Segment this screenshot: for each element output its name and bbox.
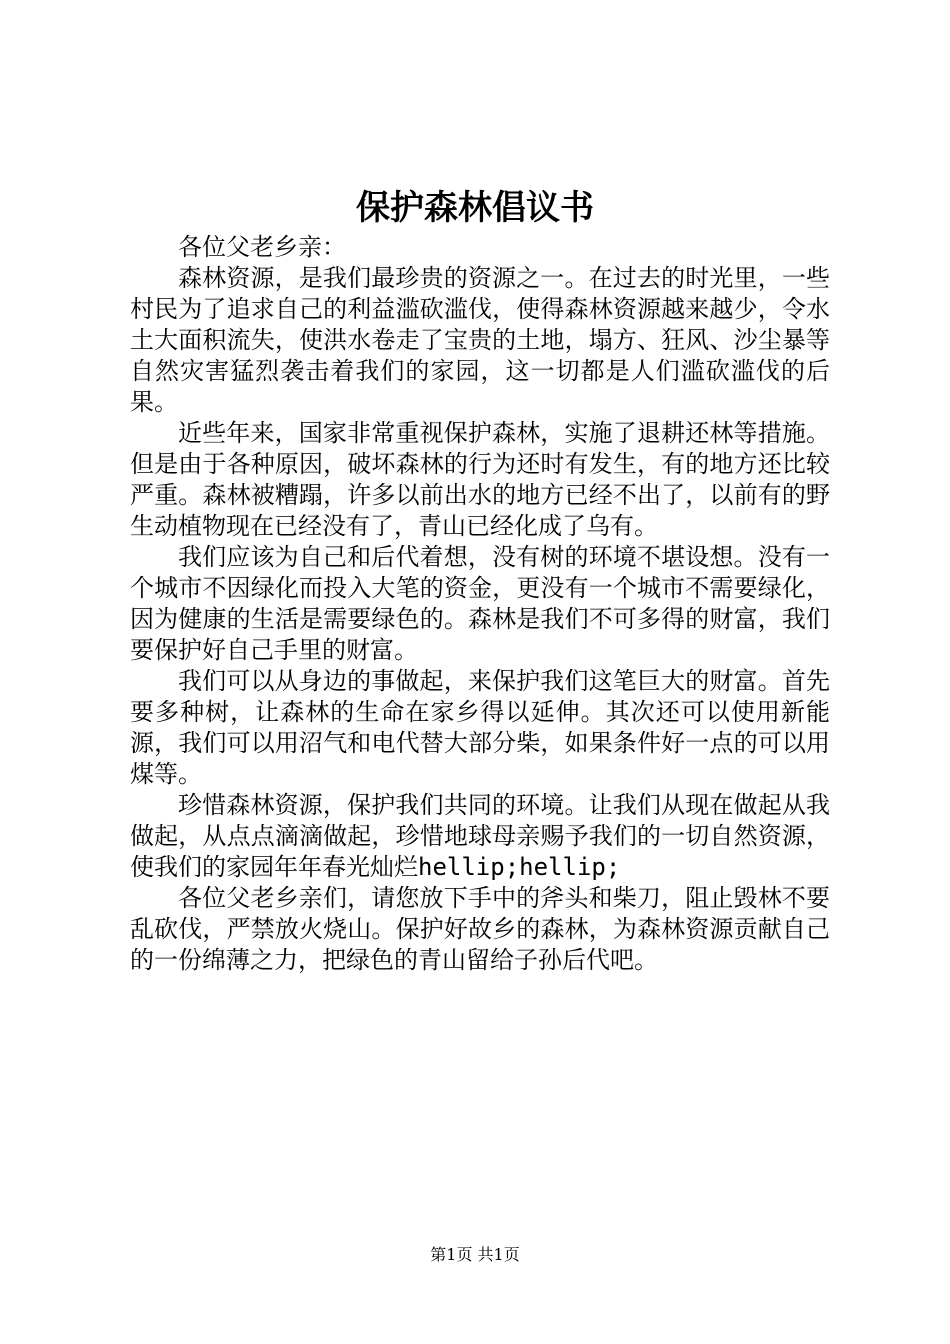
page-footer: 第1页 共1页 xyxy=(430,1245,520,1264)
paragraph-5: 珍惜森林资源，保护我们共同的环境。让我们从现在做起从我做起，从点点滴滴做起，珍惜地球母亲赐予我们的一切自然资源，使我们的家园年年春光灿烂hellip;hellip; xyxy=(130,791,830,881)
paragraph-2: 近些年来，国家非常重视保护森林，实施了退耕还林等措施。但是由于各种原因，破坏森林的行为还时有发生，有的地方还比较严重。森林被糟蹋，许多以前出水的地方已经不出了，以前有的野生动植物现在已经没有了，青山已经化成了乌有。 xyxy=(130,419,830,540)
salutation: 各位父老乡亲： xyxy=(178,233,346,261)
paragraph-3: 我们应该为自己和后代着想，没有树的环境不堪设想。没有一个城市不因绿化而投入大笔的资金，更没有一个城市不需要绿化，因为健康的生活是需要绿色的。森林是我们不可多得的财富，我们要保护好自己手里的财富。 xyxy=(130,543,830,664)
document-title: 保护森林倡议书 xyxy=(356,188,594,228)
paragraph-4: 我们可以从身边的事做起，来保护我们这笔巨大的财富。首先要多种树，让森林的生命在家乡得以延伸。其次还可以使用新能源，我们可以用沼气和电代替大部分柴，如果条件好一点的可以用煤等。 xyxy=(130,667,830,788)
paragraph-6: 各位父老乡亲们，请您放下手中的斧头和柴刀，阻止毁林不要乱砍伐，严禁放火烧山。保护好故乡的森林，为森林资源贡献自己的一份绵薄之力，把绿色的青山留给子孙后代吧。 xyxy=(130,884,830,974)
document-body xyxy=(130,232,830,976)
paragraph-1: 森林资源，是我们最珍贵的资源之一。在过去的时光里，一些村民为了追求自己的利益滥砍滥伐，使得森林资源越来越少，令水土大面积流失，使洪水卷走了宝贵的土地，塌方、狂风、沙尘暴等自然灾害猛烈袭击着我们的家园，这一切都是人们滥砍滥伐的后果。 xyxy=(130,264,830,416)
